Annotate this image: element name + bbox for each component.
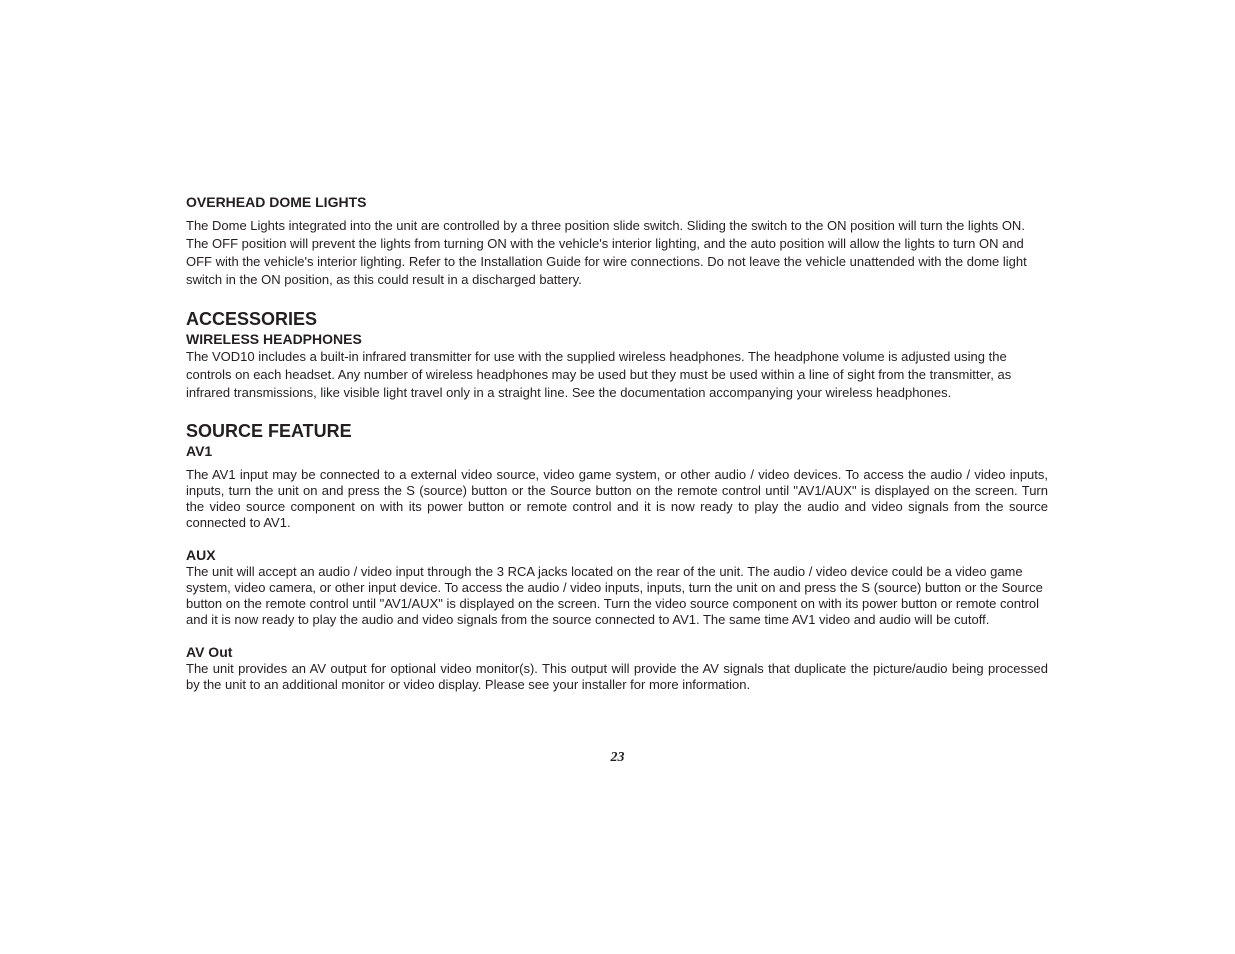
aux-heading: AUX xyxy=(186,547,216,563)
wireless-headphones-heading: WIRELESS HEADPHONES xyxy=(186,331,362,347)
accessories-section xyxy=(186,308,1048,402)
wireless-headphones-body: The VOD10 includes a built-in infrared transmitter for use with the supplied wireless headphones. The headphone volume is adjusted using the controls on each headset. Any number of wireless headphones may be used but they must be used within a line of sight from the transmitter, as infrared transmissions, like visible light travel only in a straight line. See the documentation accompanying your wireless headphones. xyxy=(186,349,1012,400)
accessories-heading: ACCESSORIES xyxy=(186,309,318,329)
aux-body: The unit will accept an audio / video input through the 3 RCA jacks located on the rear of the unit. The audio / video device could be a video game system, video camera, or other input device. To access the audio / video inputs, inputs, turn the unit on and press the S (source) button or the Source button on the remote control until "AV1/AUX" is displayed on the screen. Turn the video source component on with its power button or remote control and it is now ready to play the audio and video signals from the source connected to AV1. The same time AV1 video and audio will be cutoff. xyxy=(186,564,1043,627)
av1-body: The AV1 input may be connected to a external video source, video game system, or other audio / video devices. To access the audio / video inputs, inputs, turn the unit on and press the S (source) button or the Source button on the remote control until "AV1/AUX" is displayed on the screen. Turn the video source component on with its power button or remote control and it is now ready to play the audio and video signals from the source connected to AV1. xyxy=(186,467,1048,530)
av-out-body: The unit provides an AV output for optional video monitor(s). This output will provide the AV signals that duplicate the picture/audio being processed by the unit to an additional monitor or video display. Please see your installer for more information. xyxy=(186,661,1048,692)
dome-lights-section xyxy=(186,193,1048,289)
page-number: 23 xyxy=(610,750,625,765)
dome-lights-heading: OVERHEAD DOME LIGHTS xyxy=(186,194,367,210)
av-out-heading: AV Out xyxy=(186,644,233,660)
source-feature-heading: SOURCE FEATURE xyxy=(186,421,352,441)
dome-lights-body: The Dome Lights integrated into the unit are controlled by a three position slide switch. Sliding the switch to the ON position will turn the lights ON. The OFF position will prevent the lights from turning ON with the vehicle's interior lighting, and the auto position will allow the lights to turn ON and OFF with the vehicle's interior lighting. Refer to the Installation Guide for wire connections. Do not leave the vehicle unattended with the dome light switch in the ON position, as this could result in a discharged battery. xyxy=(186,218,1027,287)
av1-heading: AV1 xyxy=(186,443,213,459)
source-feature-section xyxy=(186,420,1048,693)
manual-page xyxy=(186,193,1048,693)
